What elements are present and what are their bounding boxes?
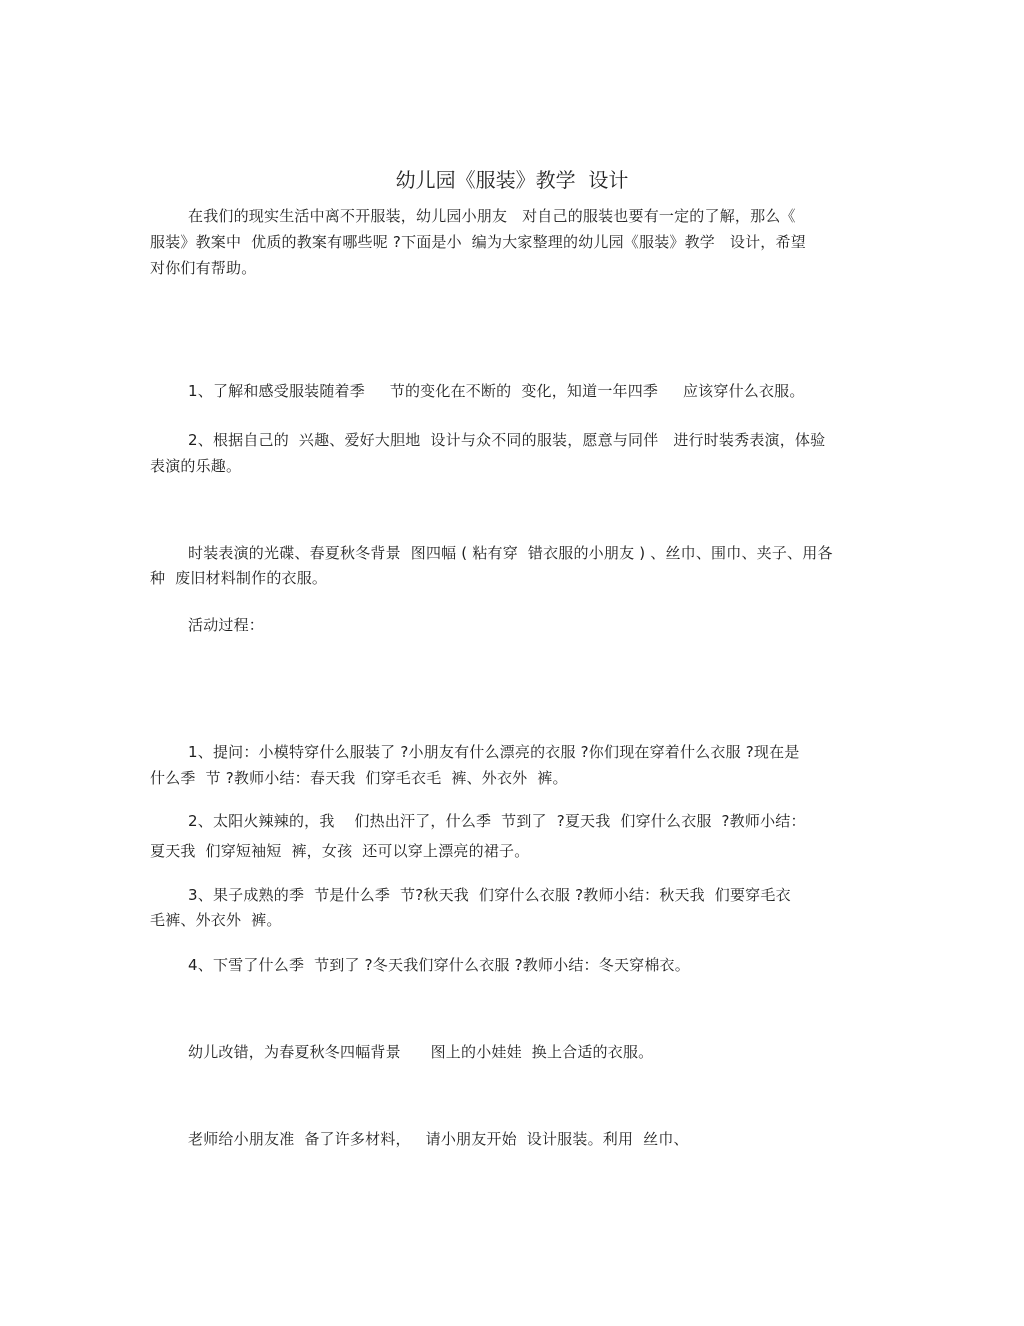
goal-2-line-2: 表演的乐趣。 xyxy=(150,457,242,475)
step-1-line-2: 什么季 节 ?教师小结：春天我 们穿毛衣毛 裤、外衣外 裤。 xyxy=(150,769,568,787)
process-heading: 活动过程： xyxy=(188,616,265,634)
intro-line-3: 对你们有帮助。 xyxy=(150,259,257,277)
step-2-line-2: 夏天我 们穿短袖短 裤，女孩 还可以穿上漂亮的裙子。 xyxy=(150,842,530,860)
materials-line-2: 种 废旧材料制作的衣服。 xyxy=(150,569,328,587)
materials-line-1: 时装表演的光碟、春夏秋冬背景 图四幅 ( 粘有穿 错衣服的小朋友 ) 、丝巾、围巾、夹子、用各 xyxy=(188,544,833,562)
step-4: 4、下雪了什么季 节到了 ?冬天我们穿什么衣服 ?教师小结：冬天穿棉衣。 xyxy=(188,956,690,974)
intro-line-2: 服装》教案中 优质的教案有哪些呢 ?下面是小 编为大家整理的幼儿园《服装》教学 设计，希望 xyxy=(150,233,806,251)
intro-line-1: 在我们的现实生活中离不开服装，幼儿园小朋友 对自己的服装也要有一定的了解，那么《 xyxy=(188,207,796,225)
step-2-line-1: 2、太阳火辣辣的，我 们热出汗了，什么季 节到了 ?夏天我 们穿什么衣服 ?教师小结： xyxy=(188,812,806,830)
goal-1: 1、了解和感受服装随着季 节的变化在不断的 变化，知道一年四季 应该穿什么衣服。 xyxy=(188,382,805,400)
goal-2-line-1: 2、根据自己的 兴趣、爱好大胆地 设计与众不同的服装，愿意与同伴 进行时装秀表演，体验 xyxy=(188,431,826,449)
step-1-line-1: 1、提问：小模特穿什么服装了 ?小朋友有什么漂亮的衣服 ?你们现在穿着什么衣服 ?现在是 xyxy=(188,743,800,761)
activity-correction: 幼儿改错，为春夏秋冬四幅背景 图上的小娃娃 换上合适的衣服。 xyxy=(188,1043,654,1061)
step-3-line-1: 3、果子成熟的季 节是什么季 节?秋天我 们穿什么衣服 ?教师小结：秋天我 们要穿毛衣 xyxy=(188,886,791,904)
document-title: 幼儿园《服装》教学 设计 xyxy=(395,168,629,192)
step-3-line-2: 毛裤、外衣外 裤。 xyxy=(150,911,282,929)
activity-design: 老师给小朋友准 备了许多材料， 请小朋友开始 设计服装。利用 丝巾、 xyxy=(188,1130,689,1148)
